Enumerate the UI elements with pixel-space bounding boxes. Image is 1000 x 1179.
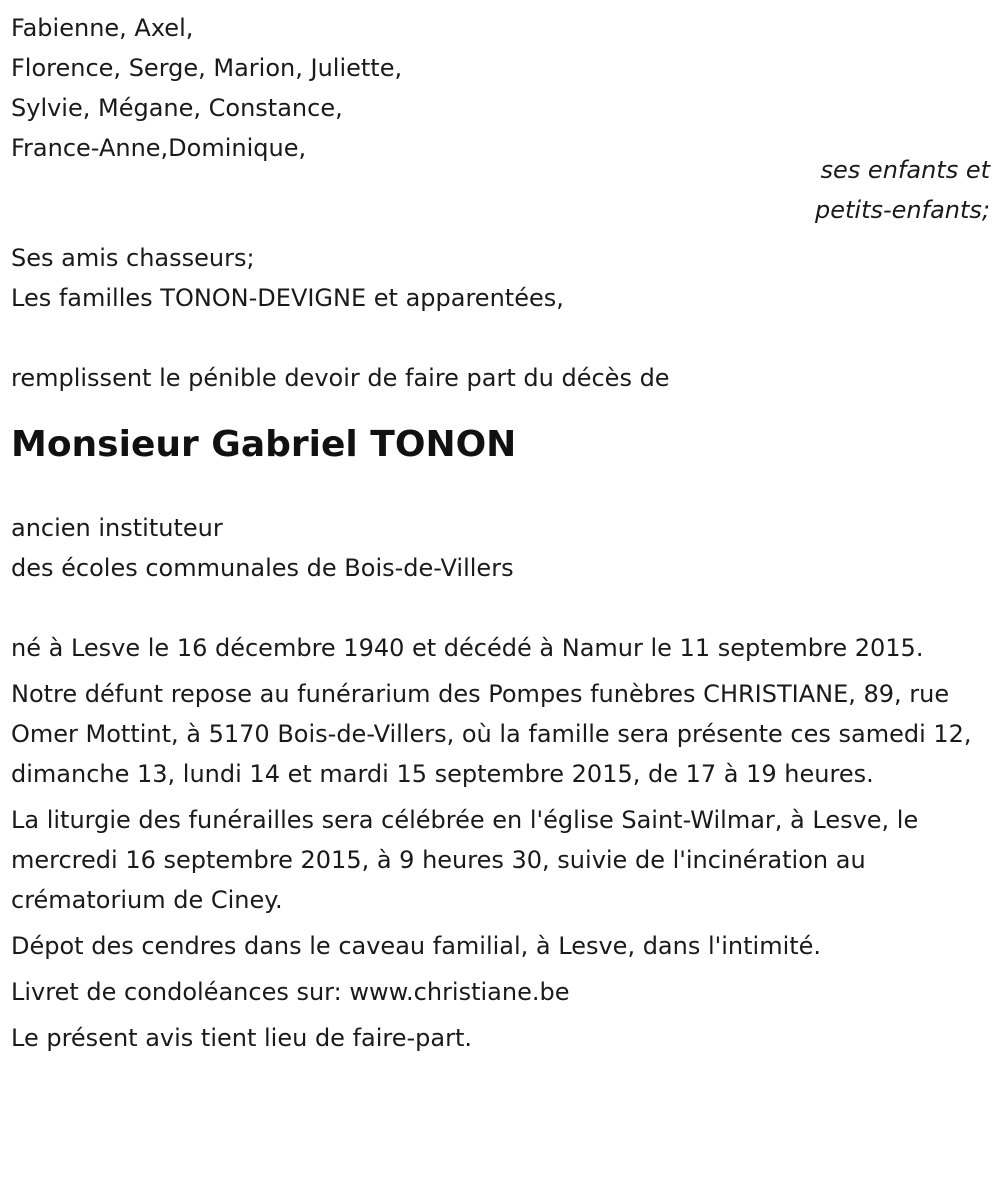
families-line: Les familles TONON-DEVIGNE et apparentées, (11, 284, 564, 312)
notice-paragraph: Le présent avis tient lieu de faire-part. (11, 1024, 473, 1052)
family-line-2: Florence, Serge, Marion, Juliette, (11, 54, 403, 82)
deceased-occupation (11, 508, 990, 588)
other-mourners (11, 238, 990, 318)
family-list (11, 8, 990, 168)
condolences-paragraph: Livret de condoléances sur: www.christiane.be (11, 978, 570, 1006)
relation-line-1: ses enfants et (820, 156, 990, 184)
relation-line-2: petits-enfants; (815, 196, 990, 224)
funerarium-paragraph: Notre défunt repose au funérarium des Pompes funèbres CHRISTIANE, 89, rue Omer Mottint, à 5170 Bois-de-Villers, où la famille sera présente ces samedi 12, dimanche 13, lundi 14 et mardi 15 septembre 2015, de 17 à 19 heures. (11, 680, 972, 788)
family-line-3: Sylvie, Mégane, Constance, (11, 94, 343, 122)
birth-death-paragraph: né à Lesve le 16 décembre 1940 et décédé à Namur le 11 septembre 2015. (11, 634, 924, 662)
occupation-line-2: des écoles communales de Bois-de-Villers (11, 554, 514, 582)
ashes-paragraph: Dépot des cendres dans le caveau familial, à Lesve, dans l'intimité. (11, 932, 822, 960)
announcement-intro: remplissent le pénible devoir de faire part du décès de (11, 364, 670, 392)
liturgy-paragraph: La liturgie des funérailles sera célébrée en l'église Saint-Wilmar, à Lesve, le mercredi 16 septembre 2015, à 9 heures 30, suivie de l'incinération au crématorium de Ciney. (11, 806, 919, 914)
occupation-line-1: ancien instituteur (11, 514, 223, 542)
family-line-1: Fabienne, Axel, (11, 14, 194, 42)
deceased-name: Monsieur Gabriel TONON (11, 424, 517, 465)
friends-line: Ses amis chasseurs; (11, 244, 255, 272)
family-line-4: France-Anne,Dominique, (11, 134, 307, 162)
